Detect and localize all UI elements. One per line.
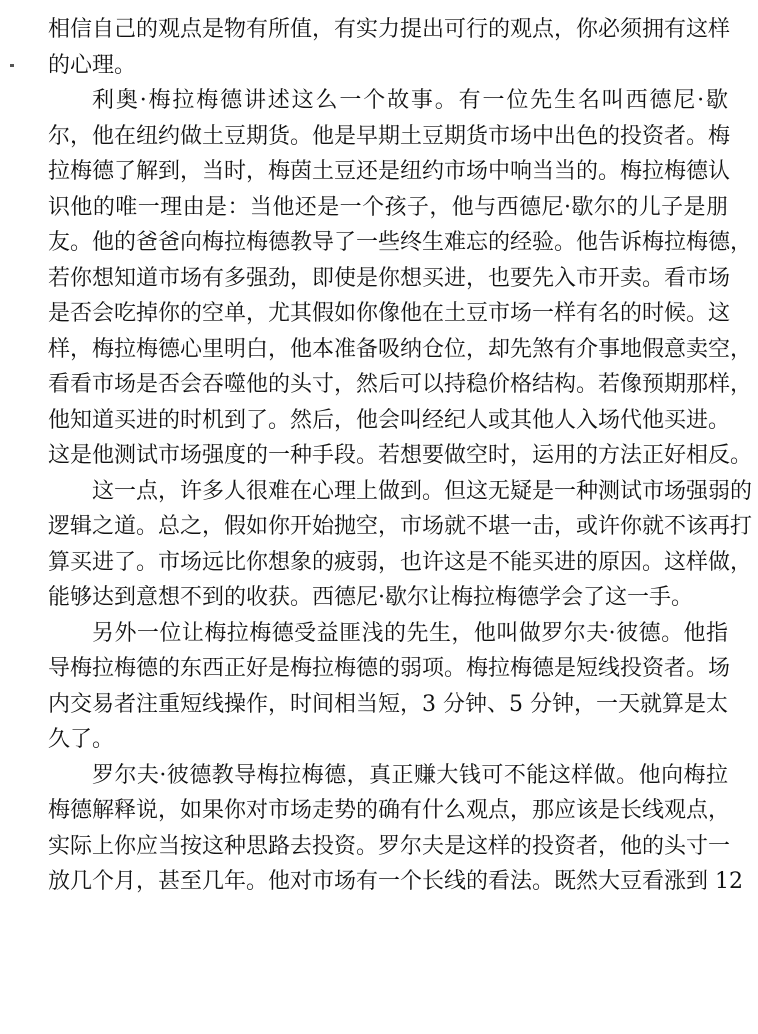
text-line: 放几个月，甚至几年。他对市场有一个长线的看法。既然大豆看涨到 12 bbox=[48, 869, 743, 894]
text-line: 内交易者注重短线操作，时间相当短，3 分钟、5 分钟，一天就算是太 bbox=[48, 691, 728, 717]
text-line: 尔，他在纽约做土豆期货。他是早期土豆期货市场中出色的投资者。梅 bbox=[48, 123, 731, 149]
text-line: 逻辑之道。总之，假如你开始抛空，市场就不堪一击，或许你就不该再打 bbox=[48, 514, 753, 539]
text-line: 识他的唯一理由是：当他还是一个孩子，他与西德尼·歇尔的儿子是朋 bbox=[48, 194, 728, 220]
scan-margin-mark bbox=[10, 64, 14, 67]
text-line: 他知道买进的时机到了。然后，他会叫经纪人或其他人入场代他买进。 bbox=[48, 407, 731, 433]
body-text bbox=[48, 12, 753, 900]
text-line: 利奥·梅拉梅德讲述这么一个故事。有一位先生名叫西德尼·歇 bbox=[92, 88, 728, 113]
text-line: 这是他测试市场强度的一种手段。若想要做空时，运用的方法正好相反。 bbox=[48, 443, 753, 468]
text-line: 友。他的爸爸向梅拉梅德教导了一些终生难忘的经验。他告诉梅拉梅德， bbox=[48, 230, 753, 255]
text-line: 若你想知道市场有多强劲，即使是你想买进，也要先入市开卖。看市场 bbox=[48, 265, 731, 291]
text-line: 的心理。 bbox=[48, 52, 137, 78]
text-line: 算买进了。市场远比你想象的疲弱，也许这是不能买进的原因。这样做， bbox=[48, 549, 753, 575]
text-line: 导梅拉梅德的东西正好是梅拉梅德的弱项。梅拉梅德是短线投资者。场 bbox=[48, 656, 731, 681]
text-line: 相信自己的观点是物有所值，有实力提出可行的观点，你必须拥有这样 bbox=[48, 17, 731, 42]
text-line: 样，梅拉梅德心里明白，他本准备吸纳仓位，却先煞有介事地假意卖空， bbox=[48, 336, 753, 362]
text-line: 梅德解释说，如果你对市场走势的确有什么观点，那应该是长线观点， bbox=[48, 798, 731, 823]
text-line: 久了。 bbox=[48, 727, 115, 752]
text-line: 罗尔夫·彼德教导梅拉梅德，真正赚大钱可不能这样做。他向梅拉 bbox=[92, 762, 728, 788]
text-line: 拉梅德了解到，当时，梅茵土豆还是纽约市场中响当当的。梅拉梅德认 bbox=[48, 159, 731, 184]
text-line: 看看市场是否会吞噬他的头寸，然后可以持稳价格结构。若像预期那样， bbox=[48, 372, 753, 397]
text-line: 能够达到意想不到的收获。西德尼·歇尔让梅拉梅德学会了这一手。 bbox=[48, 585, 693, 610]
text-line: 实际上你应当按这种思路去投资。罗尔夫是这样的投资者，他的头寸一 bbox=[48, 833, 731, 859]
text-line: 另外一位让梅拉梅德受益匪浅的先生，他叫做罗尔夫·彼德。他指 bbox=[92, 620, 728, 646]
text-line: 是否会吃掉你的空单，尤其假如你像他在土豆市场一样有名的时候。这 bbox=[48, 301, 731, 326]
text-line: 这一点，许多人很难在心理上做到。但这无疑是一种测试市场强弱的 bbox=[92, 478, 753, 504]
